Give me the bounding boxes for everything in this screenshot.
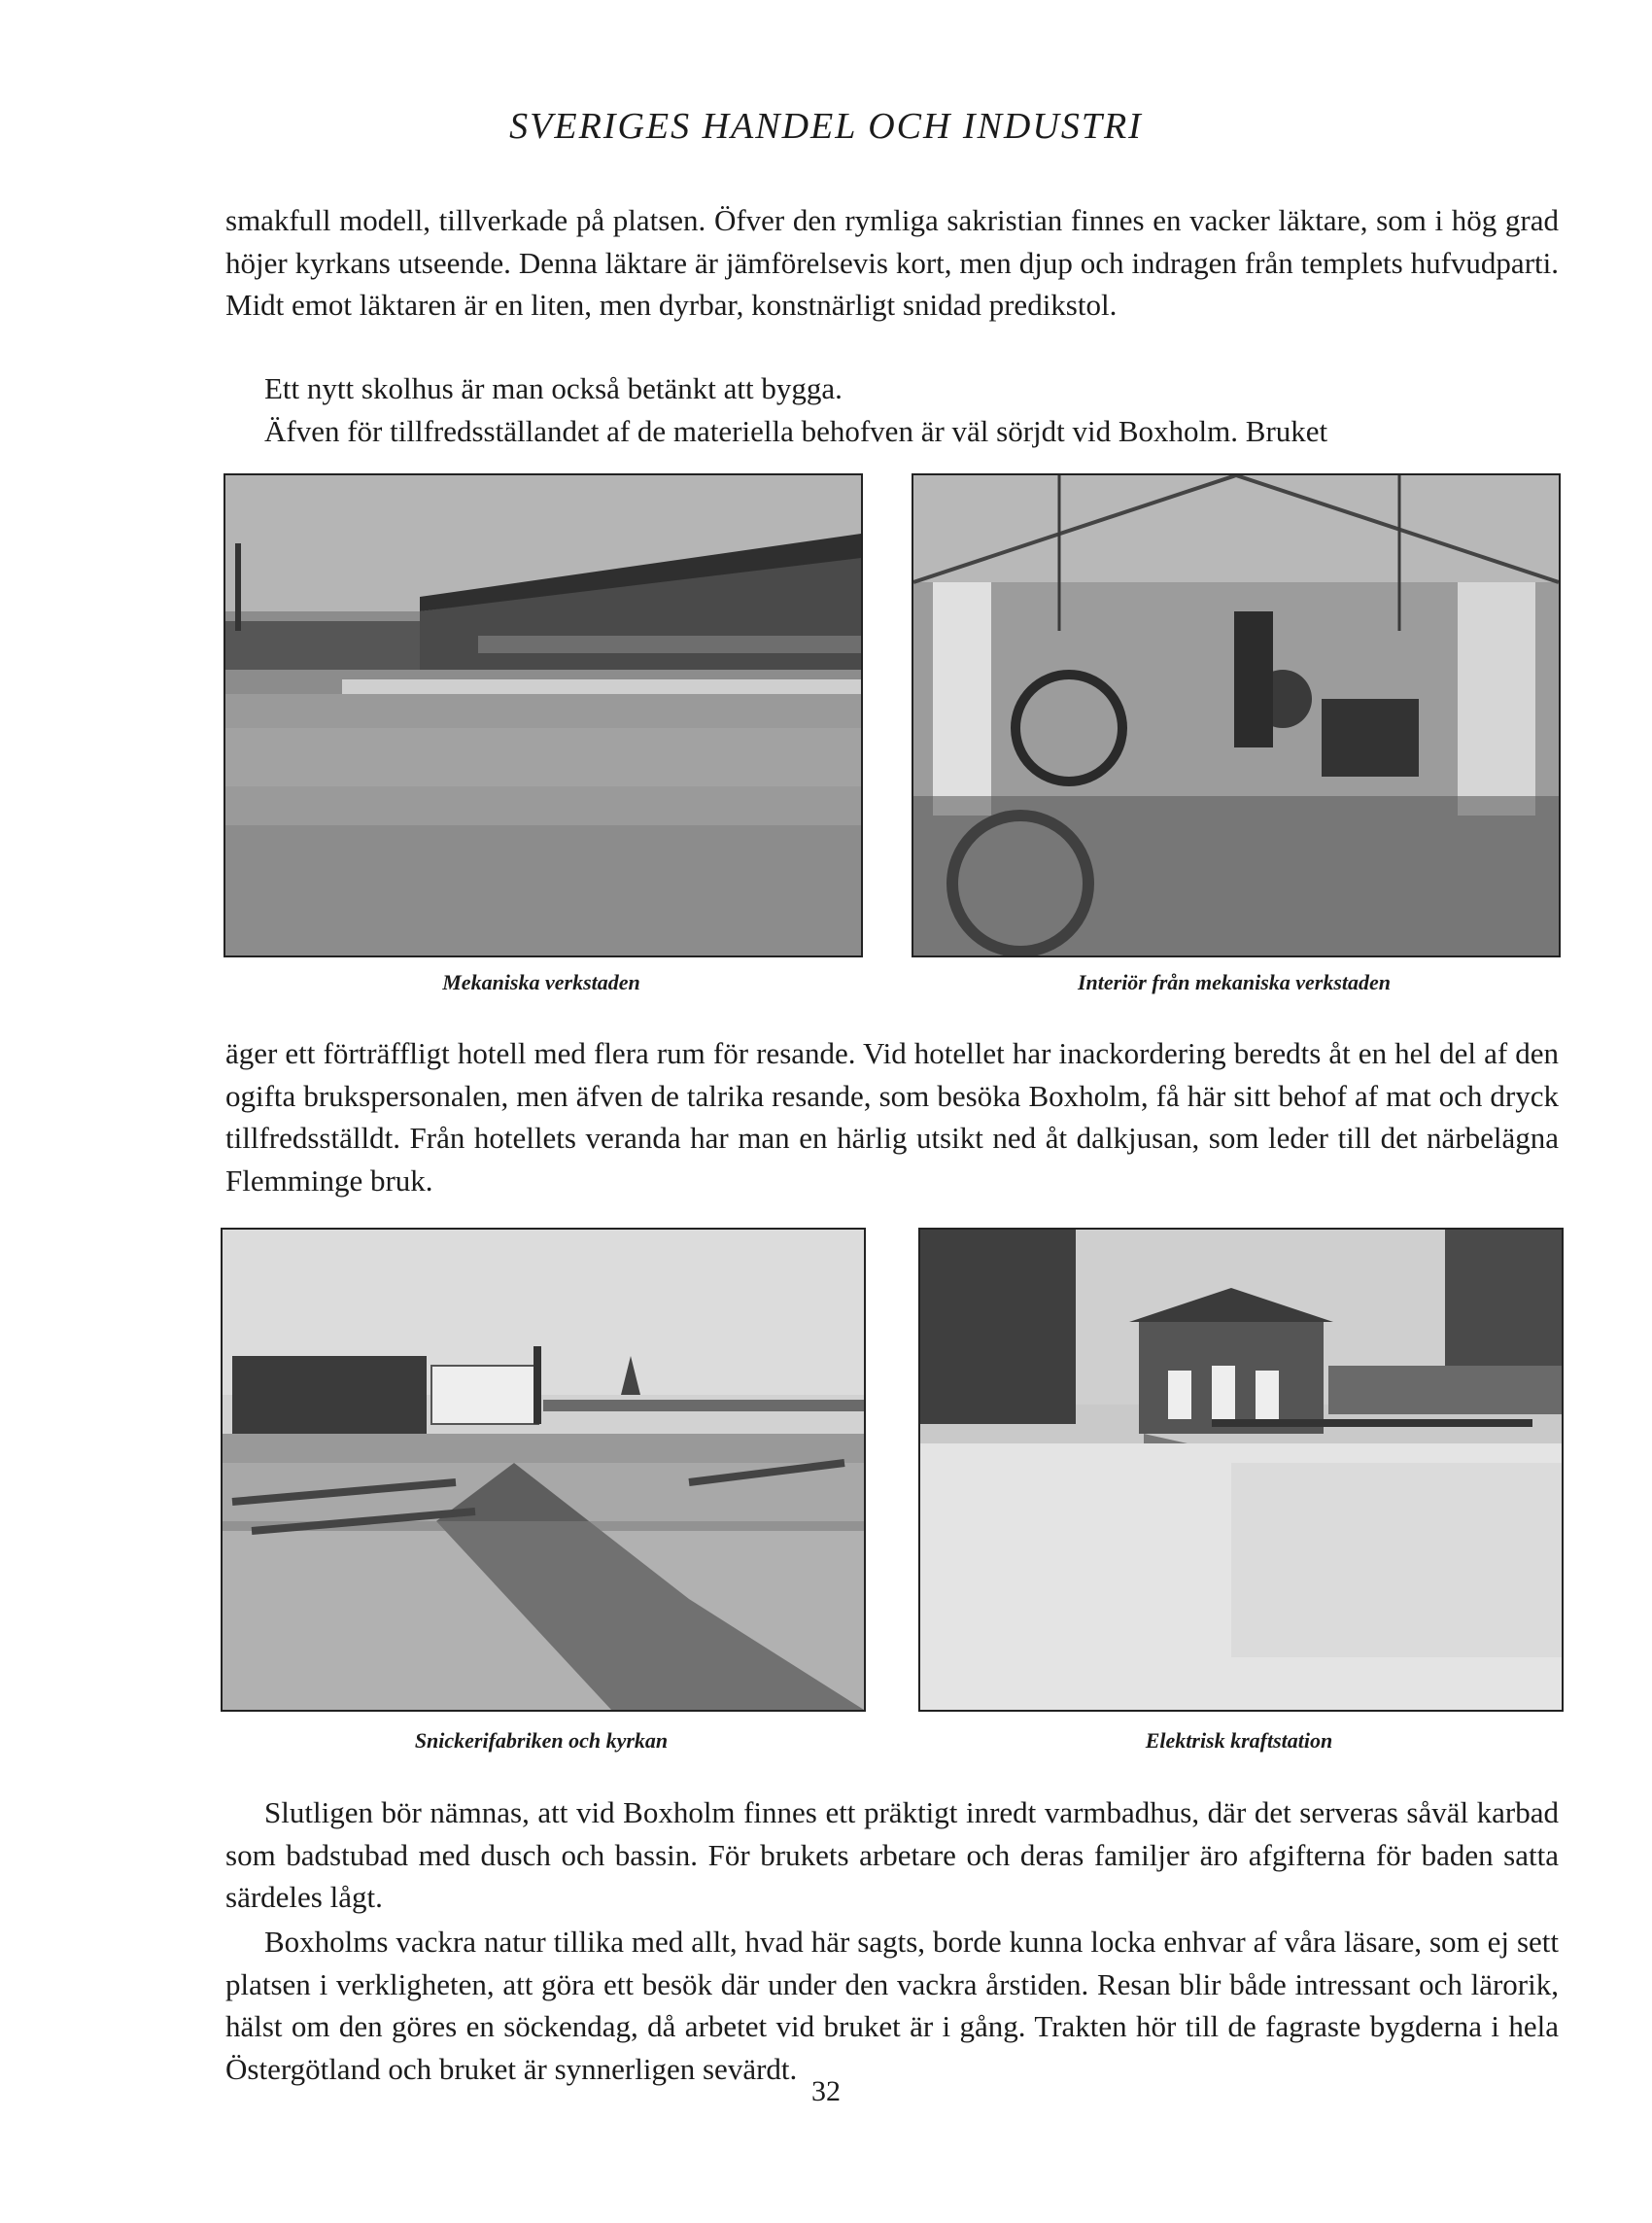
photo-elektrisk-kraftstation: [918, 1228, 1564, 1712]
photo-interior-verkstaden: [912, 473, 1561, 957]
caption-snickerifabriken: Snickerifabriken och kyrkan: [414, 1728, 669, 1753]
photo-mekaniska-verkstaden: [224, 473, 863, 957]
paragraph-school: Ett nytt skolhus är man också betänkt att bygga.: [264, 371, 843, 405]
paragraph-bathhouse: Slutligen bör nämnas, att vid Boxholm finnes ett präktigt inredt varmbadhus, där det serveras såväl karbad som badstubad med dusch och bassin. För brukets arbetare och deras familjer äro afgifterna för baden satta särdeles lågt.: [225, 1795, 1559, 1914]
page-number: 32: [811, 2075, 841, 2107]
caption-mekaniska-verkstaden: Mekaniska verkstaden: [442, 970, 640, 994]
paragraph-church: smakfull modell, tillverkade på platsen. Öfver den rymliga sakristian finnes en vacker läktare, som i hög grad höjer kyrkans utseende. Denna läktare är jämförelsevis kort, men djup och indragen från templets hufvudparti. Midt emot läktaren är en liten, men dyrbar, konstnärligt snidad predikstol.: [225, 203, 1559, 322]
paragraph-needs: Äfven för tillfredsställandet af de materiella behofven är väl sörjdt vid Boxholm. Bruket: [264, 414, 1328, 448]
paragraph-hotel: äger ett förträffligt hotell med flera rum för resande. Vid hotellet har inackordering beredts åt en hel del af den ogifta brukspersonalen, men äfven de talrika resande, som besöka Boxholm, få här sitt behof af mat och dryck tillfredsställdt. Från hotellets veranda har man en härlig utsikt ned åt dalkjusan, som leder till det närbelägna Flemminge bruk.: [225, 1036, 1559, 1198]
paragraph-closing: Boxholms vackra natur tillika med allt, hvad här sagts, borde kunna locka enhvar af våra läsare, som ej sett platsen i verkligheten, att göra ett besök där under den vackra årstiden. Resan blir både intressant och lärorik, hälst om den göres en söckendag, då arbetet vid bruket är i gång. Trakten hör till de fagraste bygderna i hela Östergötland och bruket är synnerligen sevärdt.: [225, 1925, 1559, 2086]
photo-snickerifabriken: [221, 1228, 866, 1712]
caption-interior-verkstaden: Interiör från mekaniska verkstaden: [1077, 970, 1392, 994]
caption-elektrisk-kraftstation: Elektrisk kraftstation: [1145, 1728, 1333, 1753]
running-header: SVERIGES HANDEL OCH INDUSTRI: [509, 106, 1143, 147]
